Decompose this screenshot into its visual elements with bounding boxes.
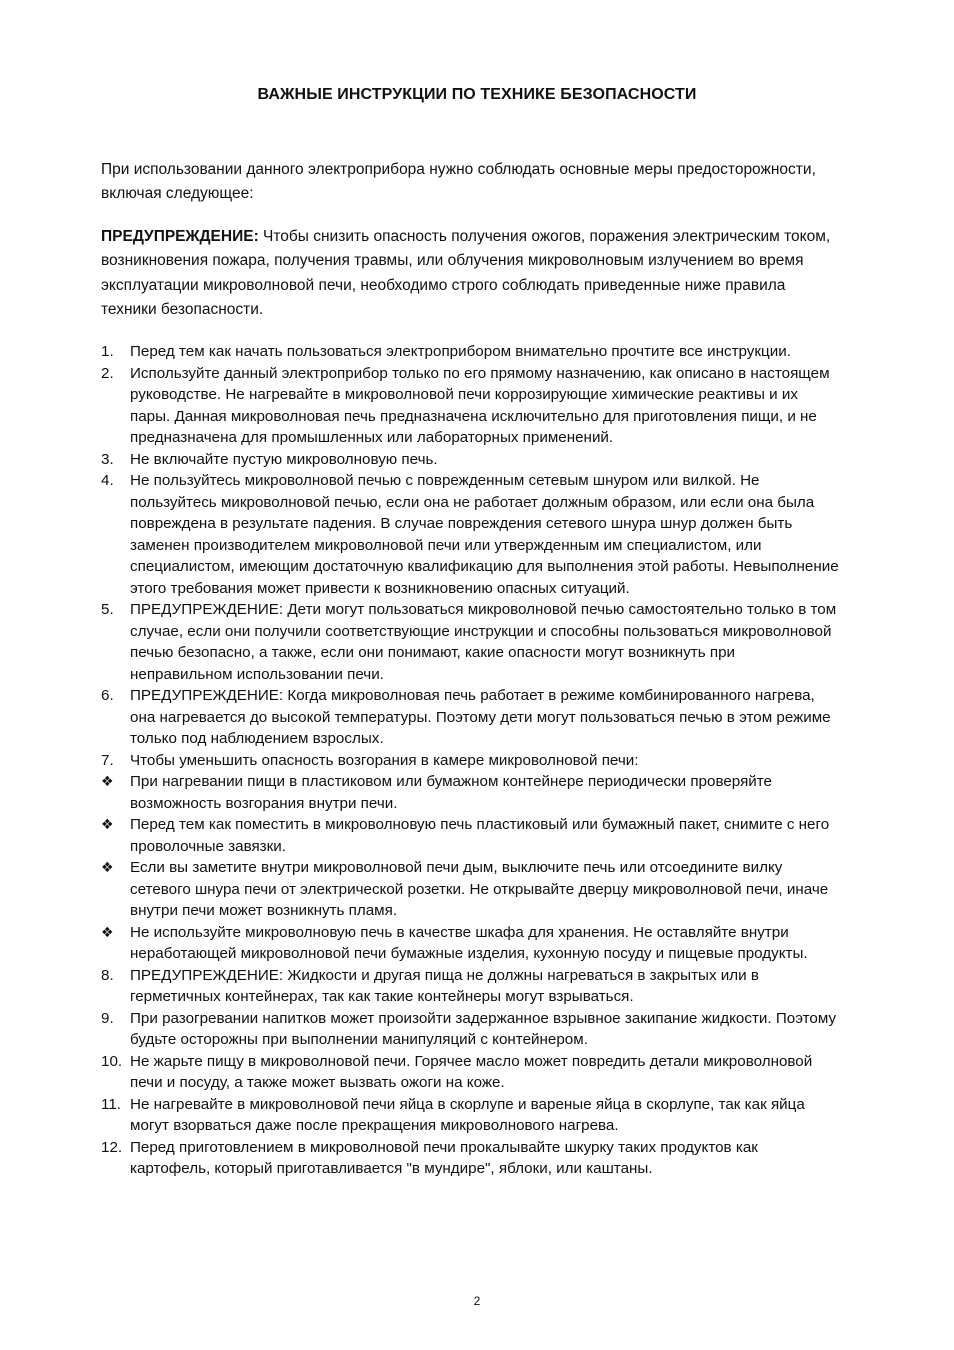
list-item-8 (101, 965, 841, 1008)
list-item-4 (101, 470, 841, 599)
page-title: ВАЖНЫЕ ИНСТРУКЦИИ ПО ТЕХНИКЕ БЕЗОПАСНОСТИ (257, 86, 697, 103)
item-number: 11. (101, 1095, 121, 1113)
list-item-7 (101, 750, 841, 772)
item-number: 12. (101, 1138, 123, 1156)
item-text: Используйте данный электроприбор только по его прямому назначению, как описано в настоящем руководстве. Не нагревайте в микроволновой печи коррозирующие химические реактивы и их пары. Данная микроволновая печь предназначена исключительно для приготовления пищи, и не предназначена для промышленных или лабораторных применений. (130, 364, 830, 446)
item-number: 4. (101, 472, 114, 489)
item-text: При нагревании пищи в пластиковом или бумажном контейнере периодически проверяйте возможность возгорания внутри печи. (130, 773, 773, 812)
page-number: 2 (473, 1294, 481, 1308)
list-item-9 (101, 1008, 841, 1051)
intro-paragraph: При использовании данного электроприбора нужно соблюдать основные меры предосторожности, включая следующее: (101, 161, 816, 202)
item-text: ПРЕДУПРЕЖДЕНИЕ: Дети могут пользоваться микроволновой печью самостоятельно только в том случае, если они получили соответствующие инструкции и способны пользоваться микроволновой печью безопасно, а также, если они понимают, какие опасности могут возникнуть при неправильном использовании печи. (130, 601, 837, 683)
item-number: 2. (101, 364, 114, 382)
item-number: 10. (101, 1052, 123, 1070)
bullet-item-4 (101, 922, 841, 965)
list-item-11 (101, 1094, 841, 1137)
item-number: 6. (101, 687, 114, 704)
list-item-10 (101, 1051, 841, 1094)
bullet-diamond-icon: ❖ (101, 859, 114, 875)
bullet-diamond-icon: ❖ (101, 923, 114, 940)
list-item-12 (101, 1137, 841, 1180)
item-text: Чтобы уменьшить опасность возгорания в камере микроволновой печи: (130, 751, 639, 769)
item-number: 7. (101, 751, 114, 769)
bullet-diamond-icon: ❖ (101, 773, 114, 789)
item-text: Не включайте пустую микроволновую печь. (130, 450, 438, 468)
item-text: Перед тем как поместить в микроволновую печь пластиковый или бумажный пакет, снимите с него проволочные завязки. (130, 816, 830, 855)
list-item-2 (101, 363, 841, 449)
item-text: Не пользуйтесь микроволновой печью с поврежденным сетевым шнуром или вилкой. Не пользуйтесь микроволновой печью, если она не работает должным образом, или если она была повреждена в результате падения. В случае повреждения сетевого шнура шнур должен быть заменен производителем микроволновой печи или утвержденным им специалистом, или специалистом, имеющим достаточную квалификацию для выполнения этой работы. Невыполнение этого требования может привести к возникновению опасных ситуаций. (130, 472, 839, 597)
warning-label: ПРЕДУПРЕЖДЕНИЕ: (101, 228, 259, 245)
item-number: 5. (101, 601, 114, 618)
item-text: При разогревании напитков может произойти задержанное взрывное закипание жидкости. Поэтому будьте осторожны при выполнении манипуляций с контейнером. (130, 1009, 837, 1048)
bullet-item-2 (101, 814, 841, 857)
item-number: 1. (101, 343, 114, 360)
bullet-item-3 (101, 857, 841, 922)
item-text: ПРЕДУПРЕЖДЕНИЕ: Жидкости и другая пища не должны нагреваться в закрытых или в герметичных контейнерах, так как такие контейнеры могут взрываться. (130, 966, 759, 1005)
list-item-6 (101, 685, 841, 750)
warning-text: Чтобы снизить опасность получения ожогов, поражения электрическим током, возникновения пожара, получения травмы, или облучения микроволновым излучением во время эксплуатации микроволновой печи, необходимо строго соблюдать приведенные ниже правила техники безопасности. (101, 228, 831, 318)
list-item-1 (101, 341, 841, 363)
item-number: 3. (101, 450, 114, 468)
item-text: Не нагревайте в микроволновой печи яйца в скорлупе и вареные яйца в скорлупе, так как яйца могут взорваться даже после прекращения микроволнового нагрева. (130, 1095, 805, 1134)
item-text: ПРЕДУПРЕЖДЕНИЕ: Когда микроволновая печь работает в режиме комбинированного нагрева, она нагревается до высокой температуры. Поэтому дети могут пользоваться печью в этом режиме только под наблюдением взрослых. (130, 687, 831, 747)
bullet-item-1 (101, 771, 841, 814)
warning-paragraph (101, 225, 841, 322)
list-item-5 (101, 599, 841, 685)
bullet-diamond-icon: ❖ (101, 816, 114, 832)
item-text: Не жарьте пищу в микроволновой печи. Горячее масло может повредить детали микроволновой печи и посуду, а также может вызвать ожоги на коже. (130, 1052, 813, 1091)
list-item-3 (101, 449, 841, 471)
item-text: Если вы заметите внутри микроволновой печи дым, выключите печь или отсоедините вилку сетевого шнура печи от электрической розетки. Не открывайте дверцу микроволновой печи, иначе внутри печи может возникнуть пламя. (130, 859, 829, 919)
item-text: Не используйте микроволновую печь в качестве шкафа для хранения. Не оставляйте внутри неработающей микроволновой печи бумажные изделия, кухонную посуду и пищевые продукты. (130, 923, 808, 962)
item-text: Перед тем как начать пользоваться электроприбором внимательно прочтите все инструкции. (130, 343, 791, 360)
item-number: 8. (101, 966, 114, 984)
item-number: 9. (101, 1009, 114, 1027)
item-text: Перед приготовлением в микроволновой печи прокалывайте шкурку таких продуктов как картофель, который приготавливается "в мундире", яблоки, или каштаны. (130, 1138, 758, 1177)
safety-instructions-list (101, 341, 841, 1180)
